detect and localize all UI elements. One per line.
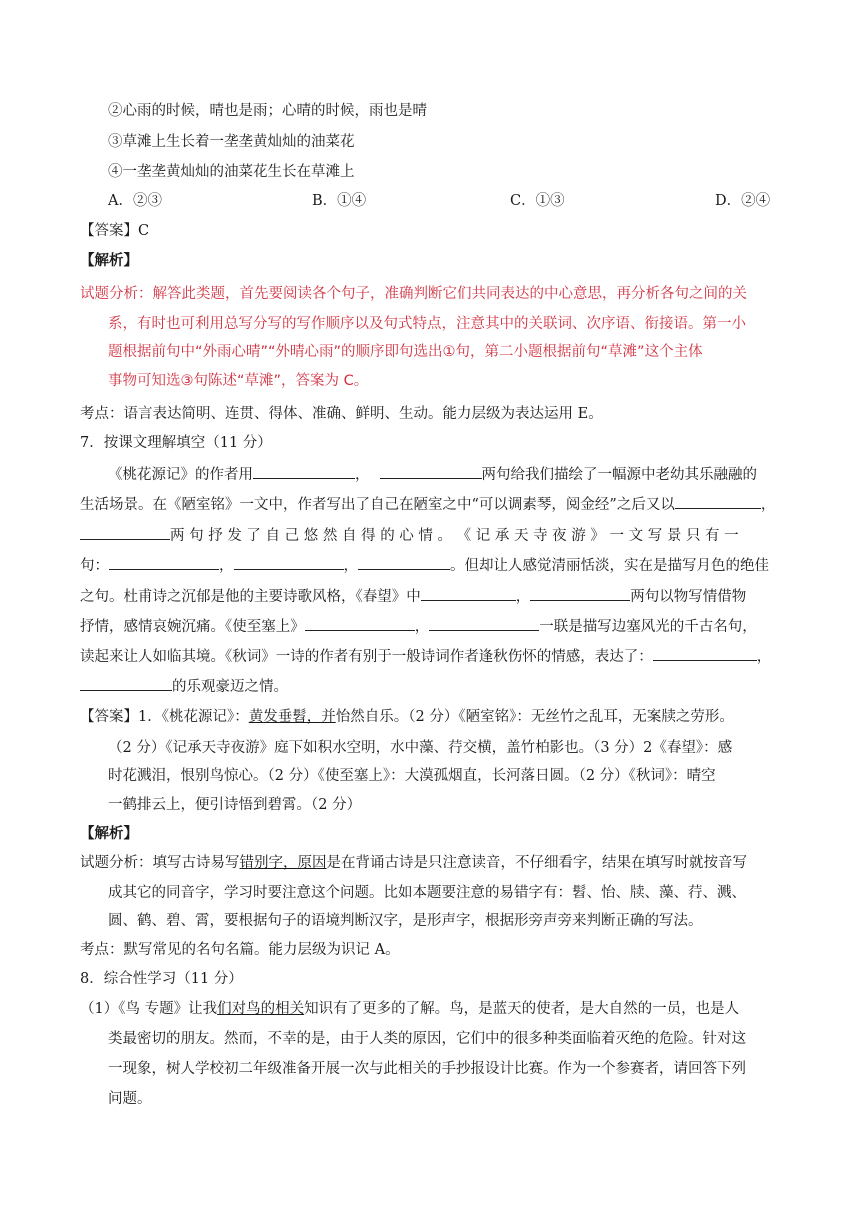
fill-blank[interactable] bbox=[530, 584, 630, 601]
q7-text: 之句。杜甫诗之沉郁是他的主要诗歌风格，《春望》中 bbox=[80, 589, 421, 605]
q7-text: 两句以物写情借物 bbox=[630, 589, 747, 605]
q7-answer-line-3: 时花溅泪，恨别鸟惊心。（2 分）《使至塞上》：大漠孤烟直，长河落日圆。（2 分）《秋词》：晴空 bbox=[108, 768, 716, 784]
q7-text: ， bbox=[756, 649, 772, 665]
q7-text: 抒情，感情哀婉沉痛。《使至塞上》 bbox=[80, 619, 305, 635]
q7-text: ， bbox=[515, 589, 531, 605]
fill-blank[interactable] bbox=[421, 584, 516, 601]
q7-answer-underlined: 黄发垂髫，并 bbox=[248, 709, 336, 725]
q7-text: 两句给我们描绘了一幅源中老幼其乐融融的 bbox=[481, 467, 757, 483]
q7-text: 一联是描写边塞风光的千古名句， bbox=[539, 619, 757, 635]
choice-b: B．①④ bbox=[312, 193, 367, 209]
answer-label: 【答案】C bbox=[80, 223, 150, 239]
q8-para-line-1 bbox=[80, 998, 739, 1020]
q7-analysis-line-1 bbox=[80, 852, 747, 874]
q7-text: 两 句 抒 发 了 自 己 悠 然 自 得 的 心 情 。 《 记 承 天 寺 夜 游 》 一 文 写 景 只 有 一 bbox=[170, 528, 739, 544]
q8-text: 知识有了更多的了解。鸟，是蓝天的使者，是大自然的一员，也是人 bbox=[304, 1001, 740, 1017]
option-line-3: ③草滩上生长着一垄垄黄灿灿的油菜花 bbox=[108, 134, 355, 150]
q7-para-line-6 bbox=[80, 614, 757, 638]
fill-blank[interactable] bbox=[253, 462, 355, 479]
fill-blank[interactable] bbox=[80, 674, 172, 691]
q7-analysis-line-3: 圆、鹤、碧、霄，要根据句子的语境判断汉字，是形声字，根据形旁声旁来判断正确的写法。 bbox=[108, 913, 703, 929]
analysis-text-line-2: 系，有时也可利用总写分写的写作顺序以及句式特点，注意其中的关联词、次序语、衔接语。第一小 bbox=[108, 316, 746, 332]
q7-text: 读起来让人如临其境。《秋词》一诗的作者有别于一般诗词作者逢秋伤怀的情感，表达了： bbox=[80, 649, 653, 665]
q7-para-line-4 bbox=[80, 553, 769, 577]
question-8-title: 8．综合性学习（11 分） bbox=[80, 971, 243, 987]
fill-blank[interactable] bbox=[80, 523, 170, 540]
choice-a: A．②③ bbox=[108, 193, 162, 209]
q8-para-line-3: 一现象，树人学校初二年级准备开展一次与此相关的手抄报设计比赛。作为一个参赛者，请回答下列 bbox=[108, 1061, 746, 1077]
fill-blank[interactable] bbox=[358, 553, 450, 570]
q7-text: 。但却让人感觉清丽恬淡，实在是描写月色的绝佳 bbox=[450, 558, 769, 574]
kaodian-q7: 考点：默写常见的名句名篇。能力层级为识记 A。 bbox=[80, 942, 400, 958]
q7-text: ， bbox=[414, 619, 430, 635]
q7-analysis-heading: 【解析】 bbox=[80, 825, 138, 842]
q7-answer-line-2: （2 分）《记承天寺夜游》庭下如积水空明，水中藻、荇交横，盖竹柏影也。（3 分）2《春望》：感 bbox=[108, 740, 733, 756]
option-line-4: ④一垄垄黄灿灿的油菜花生长在草滩上 bbox=[108, 164, 355, 180]
q7-analysis-text: 是在背诵古诗是只注意读音，不仔细看字，结果在填写时就按音写 bbox=[326, 855, 747, 871]
q7-para-line-1 bbox=[108, 462, 757, 486]
q7-para-line-7 bbox=[80, 644, 771, 668]
q7-para-line-3 bbox=[80, 523, 739, 547]
fill-blank[interactable] bbox=[109, 553, 219, 570]
q7-text: 句： bbox=[80, 558, 109, 574]
q7-para-line-2 bbox=[80, 492, 775, 516]
q7-answer-line-4: 一鹤排云上，便引诗悟到碧霄。（2 分） bbox=[108, 797, 362, 813]
analysis-text-line-1: 试题分析：解答此类题，首先要阅读各个句子，准确判断它们共同表达的中心意思，再分析各句之间的关 bbox=[80, 286, 747, 302]
analysis-heading: 【解析】 bbox=[80, 252, 138, 269]
fill-blank[interactable] bbox=[429, 614, 539, 631]
q7-text: ， bbox=[760, 497, 776, 513]
kaodian-q6: 考点：语言表达简明、连贯、得体、准确、鲜明、生动。能力层级为表达运用 E。 bbox=[80, 406, 603, 422]
q7-text: 生活场景。在《陋室铭》一文中，作者写出了自己在陋室之中“可以调素琴，阅金经”之后又以 bbox=[80, 497, 675, 513]
q7-text: ， bbox=[343, 558, 358, 574]
q7-text: 的乐观豪迈之情。 bbox=[172, 679, 288, 695]
q7-answer-line-1 bbox=[80, 706, 734, 728]
option-line-2: ②心雨的时候，晴也是雨；心晴的时候，雨也是晴 bbox=[108, 103, 427, 119]
q7-analysis-underlined: 错别字，原因 bbox=[239, 855, 327, 871]
q8-text: （1）《鸟 专题》让我 bbox=[80, 1001, 218, 1017]
q7-answer-text: 怡然自乐。（2 分）《陋室铭》：无丝竹之乱耳，无案牍之劳形。 bbox=[335, 709, 734, 725]
q7-para-line-8 bbox=[80, 674, 288, 698]
fill-blank[interactable] bbox=[234, 553, 344, 570]
q8-para-line-4: 问题。 bbox=[108, 1091, 152, 1107]
question-7-title: 7．按课文理解填空（11 分） bbox=[80, 435, 272, 451]
q7-para-line-5 bbox=[80, 584, 746, 608]
q8-underlined: 们对鸟的相关 bbox=[217, 1001, 305, 1017]
q7-text: ， bbox=[219, 558, 234, 574]
analysis-text-line-4: 事物可知选③句陈述“草滩”，答案为 C。 bbox=[108, 373, 369, 389]
fill-blank[interactable] bbox=[380, 462, 482, 479]
q7-analysis-line-2: 成其它的同音字，学习时要注意这个问题。比如本题要注意的易错字有：髫、怡、牍、藻、荇、溅、 bbox=[108, 885, 746, 901]
choice-d: D．②④ bbox=[715, 193, 771, 209]
fill-blank[interactable] bbox=[675, 492, 761, 509]
q8-para-line-2: 类最密切的朋友。然而，不幸的是，由于人类的原因，它们中的很多种类面临着灭绝的危险。针对这 bbox=[108, 1031, 746, 1047]
analysis-text-line-3: 题根据前句中“外雨心晴”“外晴心雨”的顺序即句选出①句，第二小题根据前句“草滩”这个主体 bbox=[108, 344, 703, 360]
fill-blank[interactable] bbox=[305, 614, 415, 631]
choice-c: C．①③ bbox=[510, 193, 565, 209]
fill-blank[interactable] bbox=[653, 644, 757, 661]
q7-analysis-text: 试题分析：填写古诗易写 bbox=[80, 855, 240, 871]
q7-text: 《桃花源记》的作者用 bbox=[108, 467, 253, 483]
q7-text: ， bbox=[355, 467, 370, 483]
q7-answer-text: 【答案】1．《桃花源记》： bbox=[80, 709, 249, 725]
